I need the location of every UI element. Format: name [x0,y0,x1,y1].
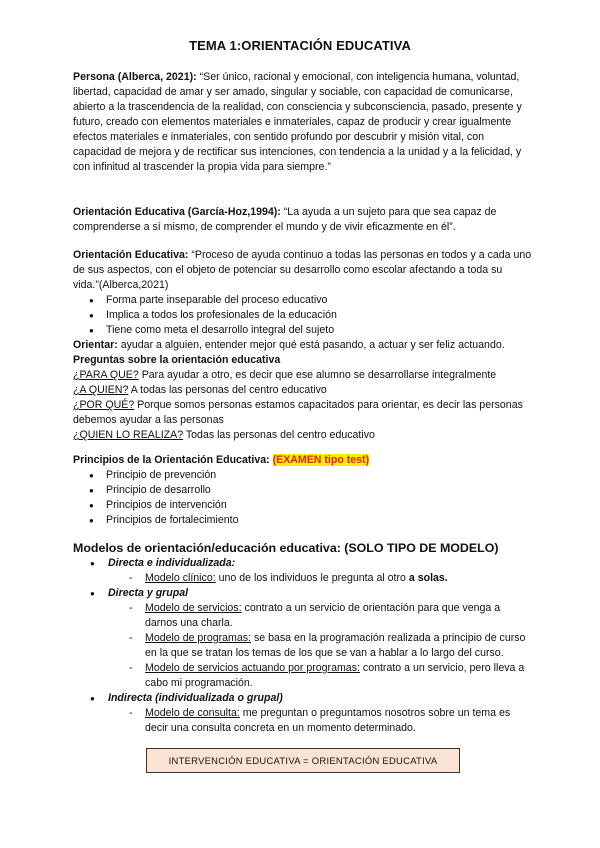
question-label: ¿QUIEN LO REALIZA? [73,429,184,441]
modelo-name: Modelo clínico: [145,572,216,584]
modelo-name: Modelo de consulta: [145,707,240,719]
principios-heading: Principios de la Orientación Educativa: [73,454,270,466]
oe-garcia-label: Orientación Educativa (García-Hoz,1994): [73,206,281,218]
modelo-text: uno de los individuos le pregunta al otro [218,572,406,584]
modelo-servicios [73,601,533,631]
modelos-heading: Modelos de orientación/educación educativa: (SOLO TIPO DE MODELO) [73,541,499,555]
question-answer: Para ayudar a otro, es decir que ese alumno se desarrollarse integralmente [141,369,497,381]
principios-list [73,468,533,528]
modelo-text: contrato a un servicio, pero lleva a cabo mi programación. [145,662,525,689]
question-item [73,398,533,428]
question-answer: Porque somos personas estamos capacitados para orientar, es decir las personas debemos ayudar a las personas [73,399,523,426]
question-item [73,383,533,398]
question-answer: Todas las personas del centro educativo [185,429,375,441]
modelo-consulta [73,706,533,736]
principios-section [73,453,533,528]
preguntas-heading: Preguntas sobre la orientación educativa [73,354,281,366]
directa-individual-label: ● Directa e individualizada: [73,556,533,571]
orientar-label: Orientar: [73,339,118,351]
oe-garcia-text: “La ayuda a un sujeto para que sea capaz de comprenderse a sí mismo, de comprender el mundo y de vivir eficazmente en él”. [73,206,497,233]
question-label: ¿PARA QUE? [73,369,139,381]
oe-garcia-definition [73,205,533,235]
summary-box: INTERVENCIÓN EDUCATIVA = ORIENTACIÓN EDUCATIVA [146,748,460,773]
modelo-servicios-programas [73,661,533,691]
oe-alberca-label: Orientación Educativa: [73,249,189,261]
modelo-name: Modelo de servicios actuando por programas: [145,662,360,674]
modelo-name: Modelo de servicios: [145,602,242,614]
modelos-section [73,541,533,736]
oe-alberca-text: “Proceso de ayuda continuo a todas las personas en todos y a cada uno de sus aspectos, con el objeto de potenciar su desarrollo como escolar afectando a toda su vida.”(Alberca,2021) [73,249,532,291]
list-item: ● Principios de fortalecimiento [73,513,533,528]
modelo-bold-text: a solas. [408,572,448,584]
question-item [73,368,533,383]
question-label: ¿A QUIEN? [73,384,129,396]
persona-text: “Ser único, racional y emocional, con inteligencia humana, voluntad, libertad, capacidad de amar y ser amado, singular y sociable, con capacidad de comunicarse, abierto a la trascendencia de la realidad, con consciencia y subconsciencia, pasado, presente y futuro, creado con elementos materiales e inmateriales, capaz de producir y crear igualmente efectos materiales e inmateriales, con sentido profundo por descubrir y misión vital, con capacidad de mejora y de rectificar sus intenciones, con tendencia a la unidad y a la felicidad, y con infinitud al trascender la propia vida para siempre.” [73,71,522,173]
list-item: ● Implica a todos los profesionales de la educación [73,308,533,323]
list-item: ● Principio de desarrollo [73,483,533,498]
modelo-text: contrato a un servicio de orientación para que venga a darnos una charla. [145,602,501,629]
oe-alberca-definition [73,248,533,443]
page-title: TEMA 1:ORIENTACIÓN EDUCATIVA [189,38,411,53]
oe-alberca-bullets [73,293,533,338]
list-item: ● Principio de prevención [73,468,533,483]
question-item [73,428,533,443]
persona-definition [73,70,533,175]
persona-label: Persona (Alberca, 2021): [73,71,197,83]
orientar-text: ayudar a alguien, entender mejor qué está pasando, a actuar y ser feliz actuando. [120,339,505,351]
modelo-text: me preguntan o preguntamos nosotros sobre un tema es decir una consulta concreta en un momento determinado. [145,707,511,734]
modelo-clinico [73,571,533,586]
list-item: ● Forma parte inseparable del proceso educativo [73,293,533,308]
modelo-programas [73,631,533,661]
question-label: ¿POR QUÉ? [73,399,135,411]
modelo-text: se basa en la programación realizada a principio de curso en la que se tratan los temas de los que se van a hablar a lo largo del curso. [145,632,526,659]
directa-grupal-label: ● Directa y grupal [73,586,533,601]
modelo-name: Modelo de programas: [145,632,251,644]
question-answer: A todas las personas del centro educativo [130,384,327,396]
exam-highlight: (EXAMEN tipo test) [272,454,370,466]
list-item: ● Tiene como meta el desarrollo integral del sujeto [73,323,533,338]
list-item: ● Principios de intervención [73,498,533,513]
indirecta-label: ● Indirecta (individualizada o grupal) [73,691,533,706]
